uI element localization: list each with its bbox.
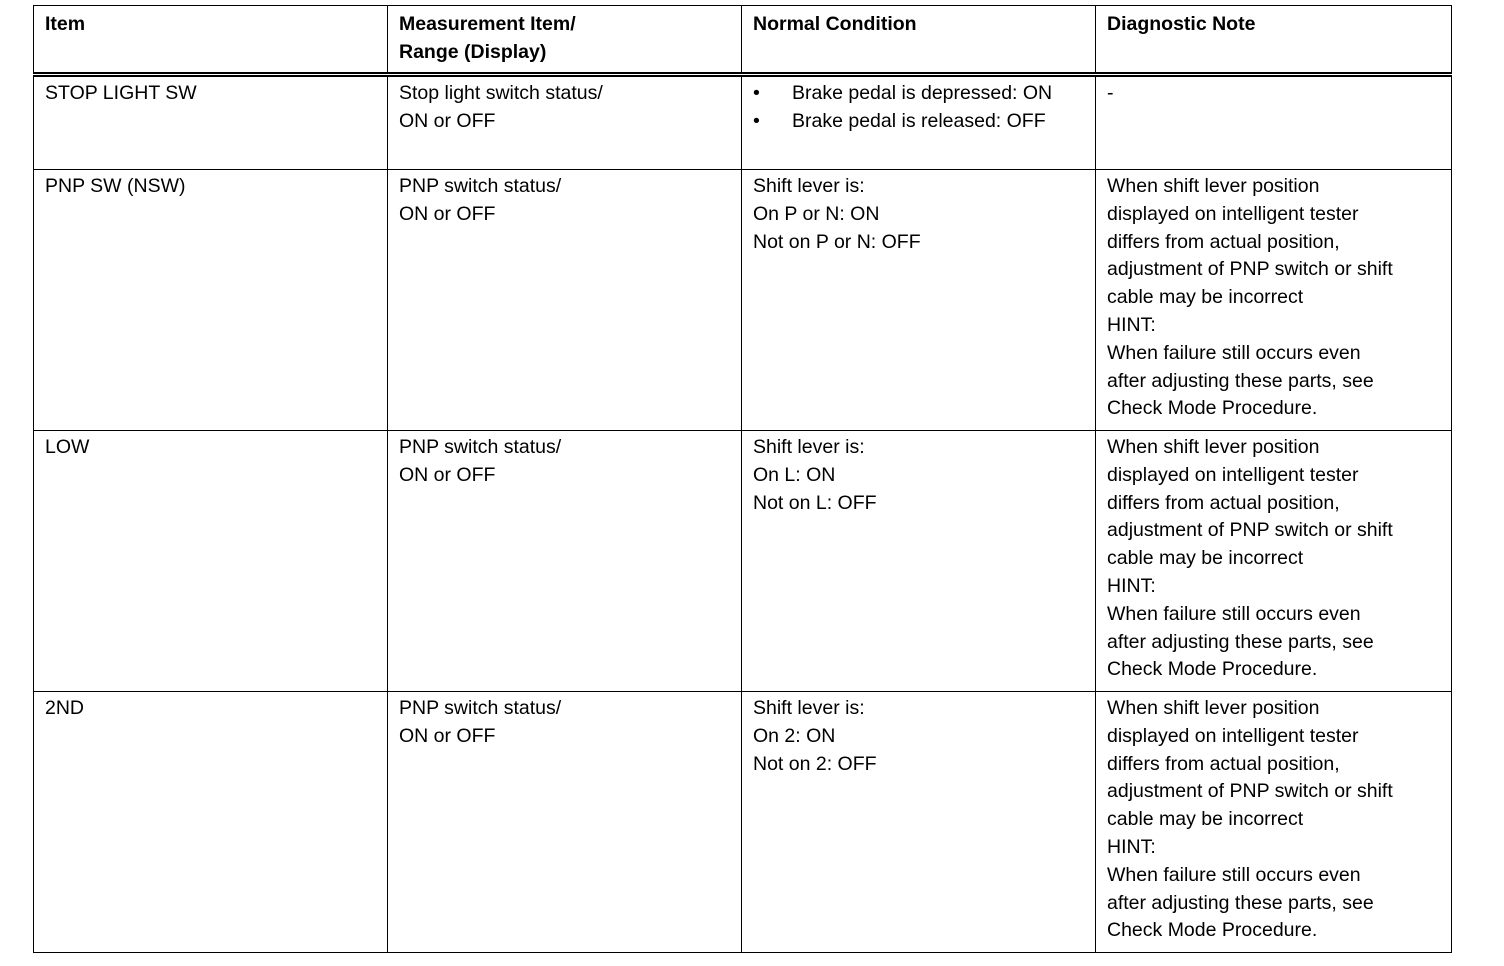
cell-diagnostic-note xyxy=(1096,75,1452,170)
normal-condition-line: On P or N: ON xyxy=(753,202,880,225)
note-line: When shift lever position xyxy=(1107,175,1320,197)
header-measurement-line: Measurement Item/ xyxy=(399,13,576,35)
note-line: When shift lever position xyxy=(1107,697,1320,719)
header-normal-condition xyxy=(742,6,1096,75)
note-line: adjustment of PNP switch or shift xyxy=(1107,258,1393,281)
note-line: after adjusting these parts, see xyxy=(1107,630,1374,653)
cell-diagnostic-note xyxy=(1096,170,1452,431)
note-line: cable may be incorrect xyxy=(1107,547,1304,570)
header-diagnostic-note xyxy=(1096,6,1452,75)
header-measurement xyxy=(388,6,742,75)
measurement-line: PNP switch status/ xyxy=(399,175,562,197)
normal-condition-line: Not on P or N: OFF xyxy=(753,230,921,253)
measurement-line: ON or OFF xyxy=(399,202,496,225)
cell-item xyxy=(34,431,388,692)
header-normal-label: Normal Condition xyxy=(753,13,917,35)
list-item xyxy=(753,108,1085,136)
measurement-line: PNP switch status/ xyxy=(399,697,562,719)
note-line: - xyxy=(1107,82,1114,104)
cell-normal-condition xyxy=(742,75,1096,170)
normal-condition-text: Brake pedal is released: OFF xyxy=(792,109,1046,132)
cell-item xyxy=(34,692,388,953)
note-line: after adjusting these parts, see xyxy=(1107,369,1374,392)
cell-item xyxy=(34,170,388,431)
header-item-label: Item xyxy=(45,13,86,35)
note-line: Check Mode Procedure. xyxy=(1107,397,1318,420)
normal-condition-line: Shift lever is: xyxy=(753,175,865,197)
note-line: displayed on intelligent tester xyxy=(1107,463,1359,486)
measurement-line: Stop light switch status/ xyxy=(399,82,603,104)
measurement-line: PNP switch status/ xyxy=(399,436,562,458)
cell-normal-condition xyxy=(742,170,1096,431)
normal-condition-text: Brake pedal is depressed: ON xyxy=(792,82,1053,104)
measurement-line: ON or OFF xyxy=(399,724,496,747)
bullet-icon: • xyxy=(753,82,760,104)
normal-condition-line: Not on 2: OFF xyxy=(753,752,877,775)
note-line: displayed on intelligent tester xyxy=(1107,724,1359,747)
normal-condition-line: Not on L: OFF xyxy=(753,491,877,514)
header-row xyxy=(34,6,1452,75)
note-line: displayed on intelligent tester xyxy=(1107,202,1359,225)
note-line: after adjusting these parts, see xyxy=(1107,891,1374,914)
cell-diagnostic-note xyxy=(1096,431,1452,692)
note-line: cable may be incorrect xyxy=(1107,286,1304,309)
item-name: LOW xyxy=(45,436,90,458)
cell-normal-condition xyxy=(742,692,1096,953)
table-row xyxy=(34,75,1452,170)
data-list-table xyxy=(33,5,1452,953)
header-measurement-line: Range (Display) xyxy=(399,40,547,63)
header-item xyxy=(34,6,388,75)
note-line: HINT: xyxy=(1107,835,1156,858)
note-line: differs from actual position, xyxy=(1107,491,1340,514)
table-row xyxy=(34,431,1452,692)
note-line: When failure still occurs even xyxy=(1107,341,1361,364)
note-line: adjustment of PNP switch or shift xyxy=(1107,519,1393,542)
cell-measurement xyxy=(388,692,742,953)
cell-measurement xyxy=(388,170,742,431)
header-note-label: Diagnostic Note xyxy=(1107,13,1256,35)
measurement-line: ON or OFF xyxy=(399,463,496,486)
note-line: Check Mode Procedure. xyxy=(1107,919,1318,942)
item-name: STOP LIGHT SW xyxy=(45,82,197,104)
normal-condition-line: Shift lever is: xyxy=(753,697,865,719)
note-line: HINT: xyxy=(1107,574,1156,597)
measurement-line: ON or OFF xyxy=(399,109,496,132)
item-name: 2ND xyxy=(45,697,85,719)
note-line: differs from actual position, xyxy=(1107,230,1340,253)
cell-measurement xyxy=(388,431,742,692)
normal-condition-list xyxy=(753,80,1085,136)
item-name: PNP SW (NSW) xyxy=(45,175,186,197)
table-row xyxy=(34,692,1452,953)
normal-condition-line: On 2: ON xyxy=(753,724,836,747)
normal-condition-line: Shift lever is: xyxy=(753,436,865,458)
note-line: differs from actual position, xyxy=(1107,752,1340,775)
note-line: cable may be incorrect xyxy=(1107,808,1304,831)
note-line: HINT: xyxy=(1107,313,1156,336)
cell-normal-condition xyxy=(742,431,1096,692)
table-row xyxy=(34,170,1452,431)
note-line: When failure still occurs even xyxy=(1107,602,1361,625)
list-item xyxy=(753,80,1085,108)
note-line: adjustment of PNP switch or shift xyxy=(1107,780,1393,803)
note-line: When failure still occurs even xyxy=(1107,863,1361,886)
normal-condition-line: On L: ON xyxy=(753,463,836,486)
note-line: When shift lever position xyxy=(1107,436,1320,458)
note-line: Check Mode Procedure. xyxy=(1107,658,1318,681)
cell-item xyxy=(34,75,388,170)
cell-measurement xyxy=(388,75,742,170)
cell-diagnostic-note xyxy=(1096,692,1452,953)
bullet-icon: • xyxy=(753,109,760,132)
